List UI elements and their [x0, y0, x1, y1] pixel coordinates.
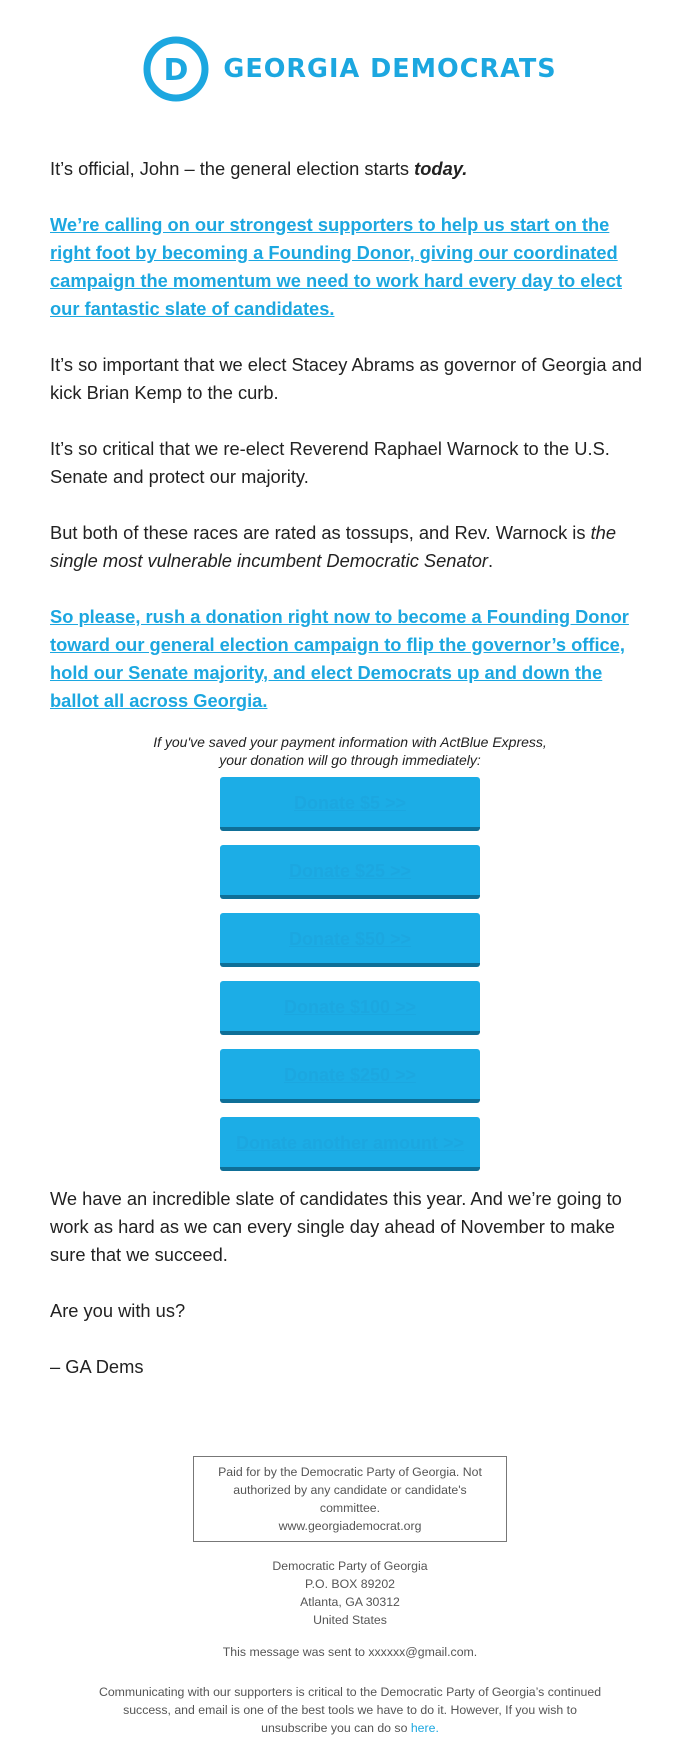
- logo: [0, 34, 700, 104]
- donate-100-button[interactable]: Donate $100 >>: [220, 981, 480, 1035]
- email-body: [50, 155, 650, 1409]
- emphasis-today: today.: [414, 158, 468, 179]
- unsubscribe-link[interactable]: here.: [410, 1721, 439, 1735]
- donate-buttons: [50, 777, 650, 1171]
- logo-letter: D: [163, 53, 189, 88]
- signoff: – GA Dems: [50, 1356, 144, 1377]
- emphasis-vulnerable: the single most vulnerable incumbent Democratic Senator: [50, 522, 617, 571]
- donate-250-button[interactable]: Donate $250 >>: [220, 1049, 480, 1103]
- paragraph-link-rush-donation: [50, 603, 650, 715]
- democrats-d-logo-icon: [143, 36, 209, 102]
- paragraph-tossups: But both of these races are rated as tossups, and Rev. Warnock is the single most vulnerable incumbent Democratic Senator.: [50, 522, 617, 571]
- mailing-address: Democratic Party of Georgia P.O. BOX 89202 Atlanta, GA 30312 United States: [272, 1559, 428, 1627]
- founding-donor-link[interactable]: We’re calling on our strongest supporters to help us start on the right foot by becoming a Founding Donor, giving our coordinated campaign the momentum we need to work hard every day to elect our fantastic slate of candidates.: [50, 214, 622, 319]
- paid-for-disclaimer: Paid for by the Democratic Party of Georgia. Not authorized by any candidate or candidate's committee. www.georgiademocrat.org: [193, 1456, 507, 1542]
- donate-50-button[interactable]: Donate $50 >>: [220, 913, 480, 967]
- unsubscribe-notice: Communicating with our supporters is critical to the Democratic Party of Georgia’s continued success, and email is one of the best tools we have to do it. However, If you wish to unsubscribe you can do so here.: [98, 1685, 602, 1735]
- logo-text: GEORGIA DEMOCRATS: [223, 54, 557, 84]
- paragraph-warnock: It’s so critical that we re-elect Reverend Raphael Warnock to the U.S. Senate and protect our majority.: [50, 438, 610, 487]
- paragraph-intro: It’s official, John – the general election starts today.: [50, 158, 468, 179]
- website-text: www.georgiademocrat.org: [278, 1519, 422, 1533]
- paragraph-link-founding-donor: [50, 211, 650, 323]
- paragraph-abrams: It’s so important that we elect Stacey Abrams as governor of Georgia and kick Brian Kemp to the curb.: [50, 354, 643, 403]
- recipient-email: xxxxxx@gmail.com.: [368, 1645, 478, 1659]
- sent-to-notice: This message was sent to xxxxxx@gmail.com.: [222, 1645, 478, 1659]
- donate-other-amount-button[interactable]: Donate another amount >>: [220, 1117, 480, 1171]
- footer: [0, 1456, 700, 1737]
- donate-25-button[interactable]: Donate $25 >>: [220, 845, 480, 899]
- donate-5-button[interactable]: Donate $5 >>: [220, 777, 480, 831]
- actblue-note: If you've saved your payment information with ActBlue Express, your donation will go through immediately:: [153, 734, 547, 768]
- paragraph-question: Are you with us?: [50, 1300, 186, 1321]
- rush-donation-link[interactable]: So please, rush a donation right now to become a Founding Donor toward our general election campaign to flip the governor’s office, hold our Senate majority, and elect Democrats up and down the ballot all across Georgia.: [50, 606, 629, 711]
- paragraph-slate: We have an incredible slate of candidates this year. And we’re going to work as hard as we can every single day ahead of November to make sure that we succeed.: [50, 1188, 622, 1265]
